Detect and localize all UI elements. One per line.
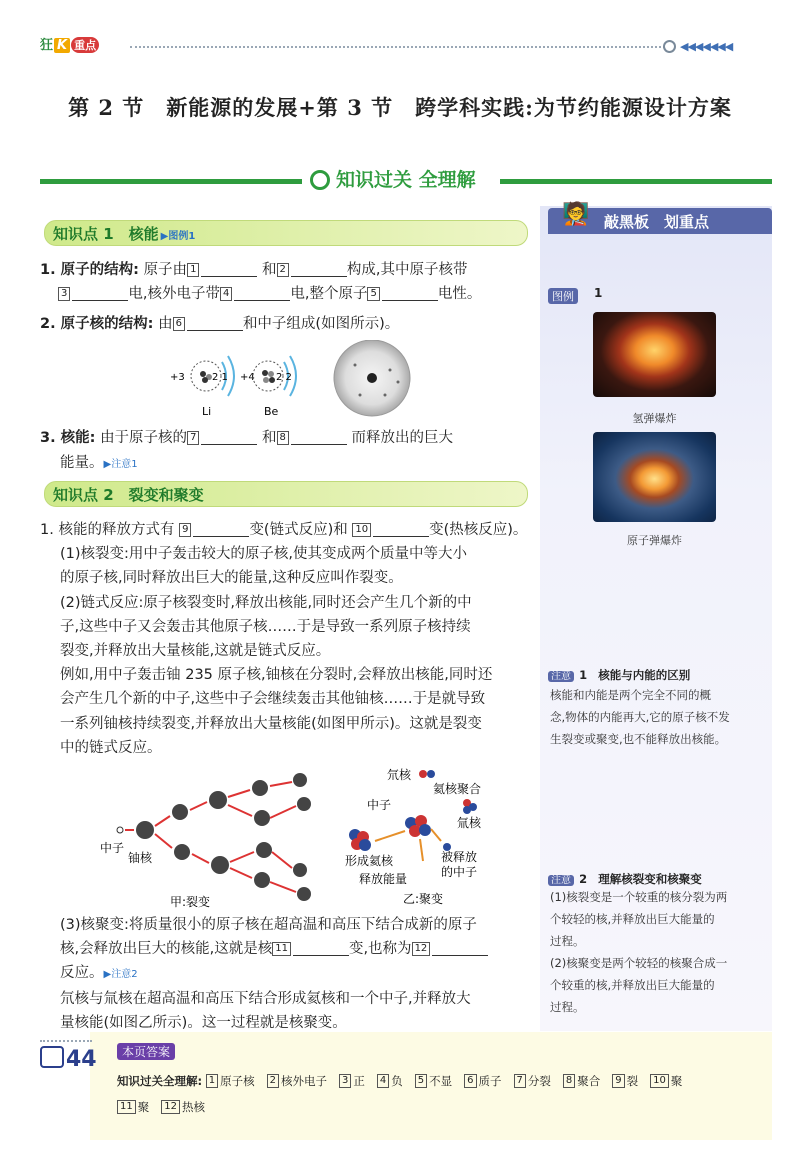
- figure-tag-text: 图例: [552, 290, 574, 303]
- fusion-tritium-label: 氚核: [457, 816, 482, 830]
- answer-blank-2[interactable]: [291, 260, 347, 277]
- kp1-label: [53, 223, 195, 244]
- fusion-released-label-2: 的中子: [441, 865, 478, 879]
- kp2-line-5: 子,这些中子又会轰击其他原子核……于是导致一系列原子核持续: [60, 618, 471, 635]
- kp2-body: [40, 518, 532, 760]
- blank-num-3: 3: [58, 287, 70, 301]
- answer-item: [563, 1074, 600, 1088]
- answer-blank-6[interactable]: [187, 314, 243, 331]
- answers-lead: 知识过关全理解:: [117, 1074, 203, 1088]
- kp2-line-10: 中的链式反应。: [60, 739, 162, 756]
- q1-text-a: 原子由: [143, 262, 188, 278]
- note-2-line-1: (1)核裂变是一个较重的核分裂为两: [550, 890, 728, 904]
- fission-uranium-label: 铀核: [128, 851, 153, 865]
- answer-item-text: 质子: [478, 1074, 502, 1088]
- answer-item-text: 聚: [670, 1074, 683, 1088]
- fusion-process-label: 氦核聚合: [433, 782, 482, 796]
- note-2-ref: ▶注意2: [103, 969, 138, 980]
- answer-blank-5[interactable]: [382, 284, 438, 301]
- fusion-neutron-label: 中子: [367, 798, 392, 812]
- note-1-line-3: 生裂变或聚变,也不能释放出核能。: [550, 732, 727, 746]
- sidebar-header-text: 敲黑板 划重点: [604, 213, 710, 231]
- answer-item: [377, 1074, 403, 1088]
- answer-item: [650, 1074, 682, 1088]
- kp2-line-14: 氘核与氚核在超高温和高压下结合形成氦核和一个中子,并释放大: [60, 991, 471, 1007]
- note-2-line-3: 过程。: [550, 934, 585, 948]
- sidebar-header: [548, 202, 772, 234]
- p12-text-a: 核,会释放出巨大的核能,这就是核: [60, 941, 273, 957]
- q2-lead: 2. 原子核的结构:: [40, 316, 154, 332]
- page-number: [40, 1046, 97, 1072]
- kp2-line-2: (1)核裂变:用中子轰击较大的原子核,使其变成两个质量中等大小: [60, 546, 468, 563]
- answers-list: [117, 1068, 767, 1120]
- p13-text: 反应。: [60, 965, 104, 981]
- be-electron-label: 2 2: [276, 372, 292, 383]
- q3-text-d: 能量。: [60, 455, 104, 471]
- kp2-body-2: [40, 913, 532, 1035]
- kp2-line-11: (3)核聚变:将质量很小的原子核在超高温和高压下结合成新的原子: [60, 917, 477, 933]
- note-2: [548, 868, 702, 887]
- fusion-energy-label: 释放能量: [359, 872, 408, 886]
- kp2-label: 知识点 2 裂变和聚变: [53, 486, 204, 504]
- kp1-q1-line1: [40, 258, 530, 282]
- atomic-bomb-image: [593, 432, 716, 522]
- kp2-line-15: 量核能(如图乙所示)。这一过程就是核聚变。: [60, 1015, 347, 1031]
- answer-item-text: 核外电子: [281, 1074, 328, 1088]
- page-number-text: 44: [66, 1047, 97, 1072]
- atom-cloud-model: [334, 340, 410, 416]
- note-1-line-2: 念,物体的内能再大,它的原子核不发: [550, 710, 730, 724]
- note-1: [548, 664, 690, 683]
- kp1-q1: [40, 258, 530, 306]
- answers-items: [117, 1074, 694, 1114]
- q2-text-a: 由: [158, 316, 173, 332]
- fission-caption: 甲:裂变: [170, 895, 211, 909]
- blank-num-12: 12: [412, 942, 431, 956]
- answer-blank-7[interactable]: [201, 428, 257, 445]
- answer-item-number: 11: [117, 1100, 136, 1114]
- section-title: [310, 165, 476, 192]
- answer-blank-11[interactable]: [293, 939, 349, 956]
- kp2-line-1: [40, 518, 532, 542]
- kp2-header: [44, 481, 528, 507]
- answer-item: [161, 1100, 205, 1114]
- blank-num-8: 8: [277, 431, 289, 445]
- kp1-q2: [40, 312, 530, 336]
- note-1-line-1: 核能和内能是两个完全不同的概: [550, 688, 711, 702]
- p1-text-b: 变(链式反应)和: [249, 522, 348, 538]
- q1-text-f: 电性。: [437, 286, 482, 302]
- p1-text-a: 1. 核能的释放方式有: [40, 522, 175, 538]
- answer-item-number: 1: [206, 1074, 218, 1088]
- footer-dotted-rule: [40, 1040, 92, 1042]
- answer-item-text: 不显: [429, 1074, 453, 1088]
- page-title: 第 2 节 新能源的发展+第 3 节 跨学科实践:为节约能源设计方案: [68, 95, 732, 120]
- note-2-title: 理解核裂变和核聚变: [598, 872, 702, 886]
- answer-item: [267, 1074, 327, 1088]
- answer-blank-3[interactable]: [72, 284, 128, 301]
- blank-num-5: 5: [367, 287, 379, 301]
- section-title-text: 知识过关 全理解: [336, 169, 476, 191]
- fusion-deuterium-label: 氘核: [387, 768, 412, 782]
- blank-num-11: 11: [272, 942, 291, 956]
- note-1-ref: ▶注意1: [103, 459, 138, 470]
- blank-num-6: 6: [173, 317, 185, 331]
- answer-item: [514, 1074, 551, 1088]
- answer-item-number: 5: [415, 1074, 427, 1088]
- answer-blank-1[interactable]: [201, 260, 257, 277]
- li-atom: [170, 356, 234, 418]
- hydrogen-bomb-image: [593, 312, 716, 397]
- note-1-title: 核能与内能的区别: [598, 668, 691, 682]
- note-2-line-5: 个较重的核,并释放出巨大能量的: [550, 978, 715, 992]
- li-electron-label: 2 1: [212, 372, 228, 383]
- answers-tag: 本页答案: [117, 1043, 175, 1060]
- answer-item-text: 分裂: [527, 1074, 551, 1088]
- fission-neutron-label: 中子: [100, 841, 125, 855]
- kp1-q3-line2: [40, 451, 530, 477]
- fusion-released-label: 被释放: [441, 850, 478, 864]
- answer-item-text: 聚合: [577, 1074, 601, 1088]
- answer-item-number: 7: [514, 1074, 526, 1088]
- answer-blank-9[interactable]: [193, 520, 249, 537]
- kp1-q3-line1: [40, 426, 530, 451]
- p1-text-c: 变(热核反应)。: [429, 522, 528, 538]
- kp2-line-12: [40, 937, 532, 961]
- fusion-caption: 乙:聚变: [403, 892, 444, 906]
- answer-blank-12[interactable]: [432, 939, 488, 956]
- answer-blank-4[interactable]: [234, 284, 290, 301]
- kp2-line-9: 一系列铀核持续裂变,并释放出大量核能(如图甲所示)。这就是裂变: [60, 715, 482, 732]
- q1-text-e: 电,整个原子: [290, 286, 368, 302]
- answer-item-text: 裂: [626, 1074, 639, 1088]
- li-label: Li: [202, 405, 212, 418]
- hydrogen-bomb-caption: 氢弹爆炸: [632, 412, 677, 425]
- brand-logo: [40, 34, 99, 54]
- brand-char-1: 狂: [40, 38, 54, 53]
- note-2-body: [550, 886, 768, 1018]
- answer-item: [117, 1100, 149, 1114]
- answer-item-number: 12: [161, 1100, 180, 1114]
- pencil-icon: [40, 1046, 64, 1068]
- q3-text-c: 而释放出的巨大: [351, 430, 454, 446]
- answer-item: [464, 1074, 501, 1088]
- kp1-q3: [40, 426, 530, 477]
- teacher-icon: 🧑‍🏫: [562, 202, 590, 227]
- blank-num-9: 9: [179, 523, 191, 537]
- kp2-line-7: 例如,用中子轰击铀 235 原子核,铀核在分裂时,会释放出核能,同时还: [60, 667, 493, 684]
- q2-text-b: 和中子组成(如图所示)。: [242, 316, 400, 332]
- kp1-figure-ref: ▶图例1: [160, 231, 196, 242]
- q1-lead: 1. 原子的结构:: [40, 262, 139, 278]
- figure-number: 1: [594, 286, 603, 300]
- kp2-line-8: 会产生几个新的中子,这些中子会继续轰击其他铀核……于是就导致: [60, 691, 486, 708]
- answer-blank-10[interactable]: [373, 520, 429, 537]
- note-1-body: [550, 684, 768, 750]
- kp1-header: [44, 220, 528, 246]
- header-bullet: [663, 40, 676, 53]
- kp1-label-text: 知识点 1 核能: [53, 225, 159, 243]
- answer-item-number: 2: [267, 1074, 279, 1088]
- answer-item-text: 热核: [181, 1100, 205, 1114]
- answer-item: [415, 1074, 452, 1088]
- kp2-line-3: 的原子核,同时释放出巨大的能量,这种反应叫作裂变。: [60, 570, 403, 587]
- answer-item-number: 8: [563, 1074, 575, 1088]
- answer-item: [339, 1074, 365, 1088]
- header-arrows-icon: ◀◀◀◀◀◀◀: [680, 40, 733, 53]
- section-rule-right: [500, 179, 772, 184]
- answer-item: [612, 1074, 638, 1088]
- answer-item-text: 正: [353, 1074, 365, 1088]
- fission-diagram: [100, 770, 330, 910]
- q1-text-d: 电,核外电子带: [128, 286, 220, 302]
- kp2-line-13: [40, 961, 532, 987]
- note-2-line-4: (2)核聚变是两个较轻的核聚合成一: [550, 956, 728, 970]
- atom-structure-diagram: [170, 340, 430, 420]
- blank-num-4: 4: [220, 287, 232, 301]
- note-2-tag: 注意: [548, 875, 574, 886]
- q3-text-b: 和: [262, 430, 277, 446]
- answer-item: [206, 1074, 255, 1088]
- be-label: Be: [264, 405, 279, 418]
- be-atom: [240, 356, 296, 418]
- answer-item-number: 4: [377, 1074, 389, 1088]
- be-charge-label: +4: [240, 372, 255, 383]
- answer-item-text: 负: [391, 1074, 403, 1088]
- note-2-line-6: 过程。: [550, 1000, 585, 1014]
- kp2-line-6: 裂变,并释放出大量核能,这就是链式反应。: [60, 643, 331, 660]
- blank-num-1: 1: [187, 263, 199, 277]
- answer-item-number: 3: [339, 1074, 351, 1088]
- figure-tag: [548, 288, 578, 304]
- header-dotted-rule: [130, 46, 665, 48]
- li-charge-label: +3: [170, 372, 185, 383]
- blank-num-7: 7: [187, 431, 199, 445]
- blank-num-2: 2: [277, 263, 289, 277]
- note-1-number: 1: [579, 668, 588, 682]
- q1-text-c: 构成,其中原子核带: [346, 262, 468, 278]
- answer-item-number: 10: [650, 1074, 669, 1088]
- note-2-number: 2: [579, 872, 588, 886]
- kp2-line-4: (2)链式反应:原子核裂变时,释放出核能,同时还会产生几个新的中: [60, 594, 472, 611]
- q3-text-a: 由于原子核的: [100, 430, 188, 446]
- answer-item-text: 聚: [137, 1100, 150, 1114]
- blank-num-10: 10: [352, 523, 371, 537]
- atomic-bomb-caption: 原子弹爆炸: [627, 534, 682, 547]
- q3-lead: 3. 核能:: [40, 430, 96, 446]
- swirl-icon: [310, 170, 330, 190]
- q1-text-b: 和: [262, 262, 277, 278]
- kp1-q1-line2: [40, 282, 530, 306]
- answer-item-text: 原子核: [220, 1074, 255, 1088]
- fusion-diagram: [345, 765, 505, 910]
- note-1-tag: 注意: [548, 671, 574, 682]
- answer-item-number: 9: [612, 1074, 624, 1088]
- section-rule-left: [40, 179, 302, 184]
- brand-char-k: K: [54, 38, 70, 53]
- note-2-line-2: 个较轻的核,并释放出巨大能量的: [550, 912, 715, 926]
- answer-blank-8[interactable]: [291, 428, 347, 445]
- answer-item-number: 6: [464, 1074, 476, 1088]
- p12-text-b: 变,也称为: [348, 941, 412, 957]
- brand-char-3: 重点: [71, 37, 99, 53]
- fusion-helium-label: 形成氦核: [345, 854, 394, 868]
